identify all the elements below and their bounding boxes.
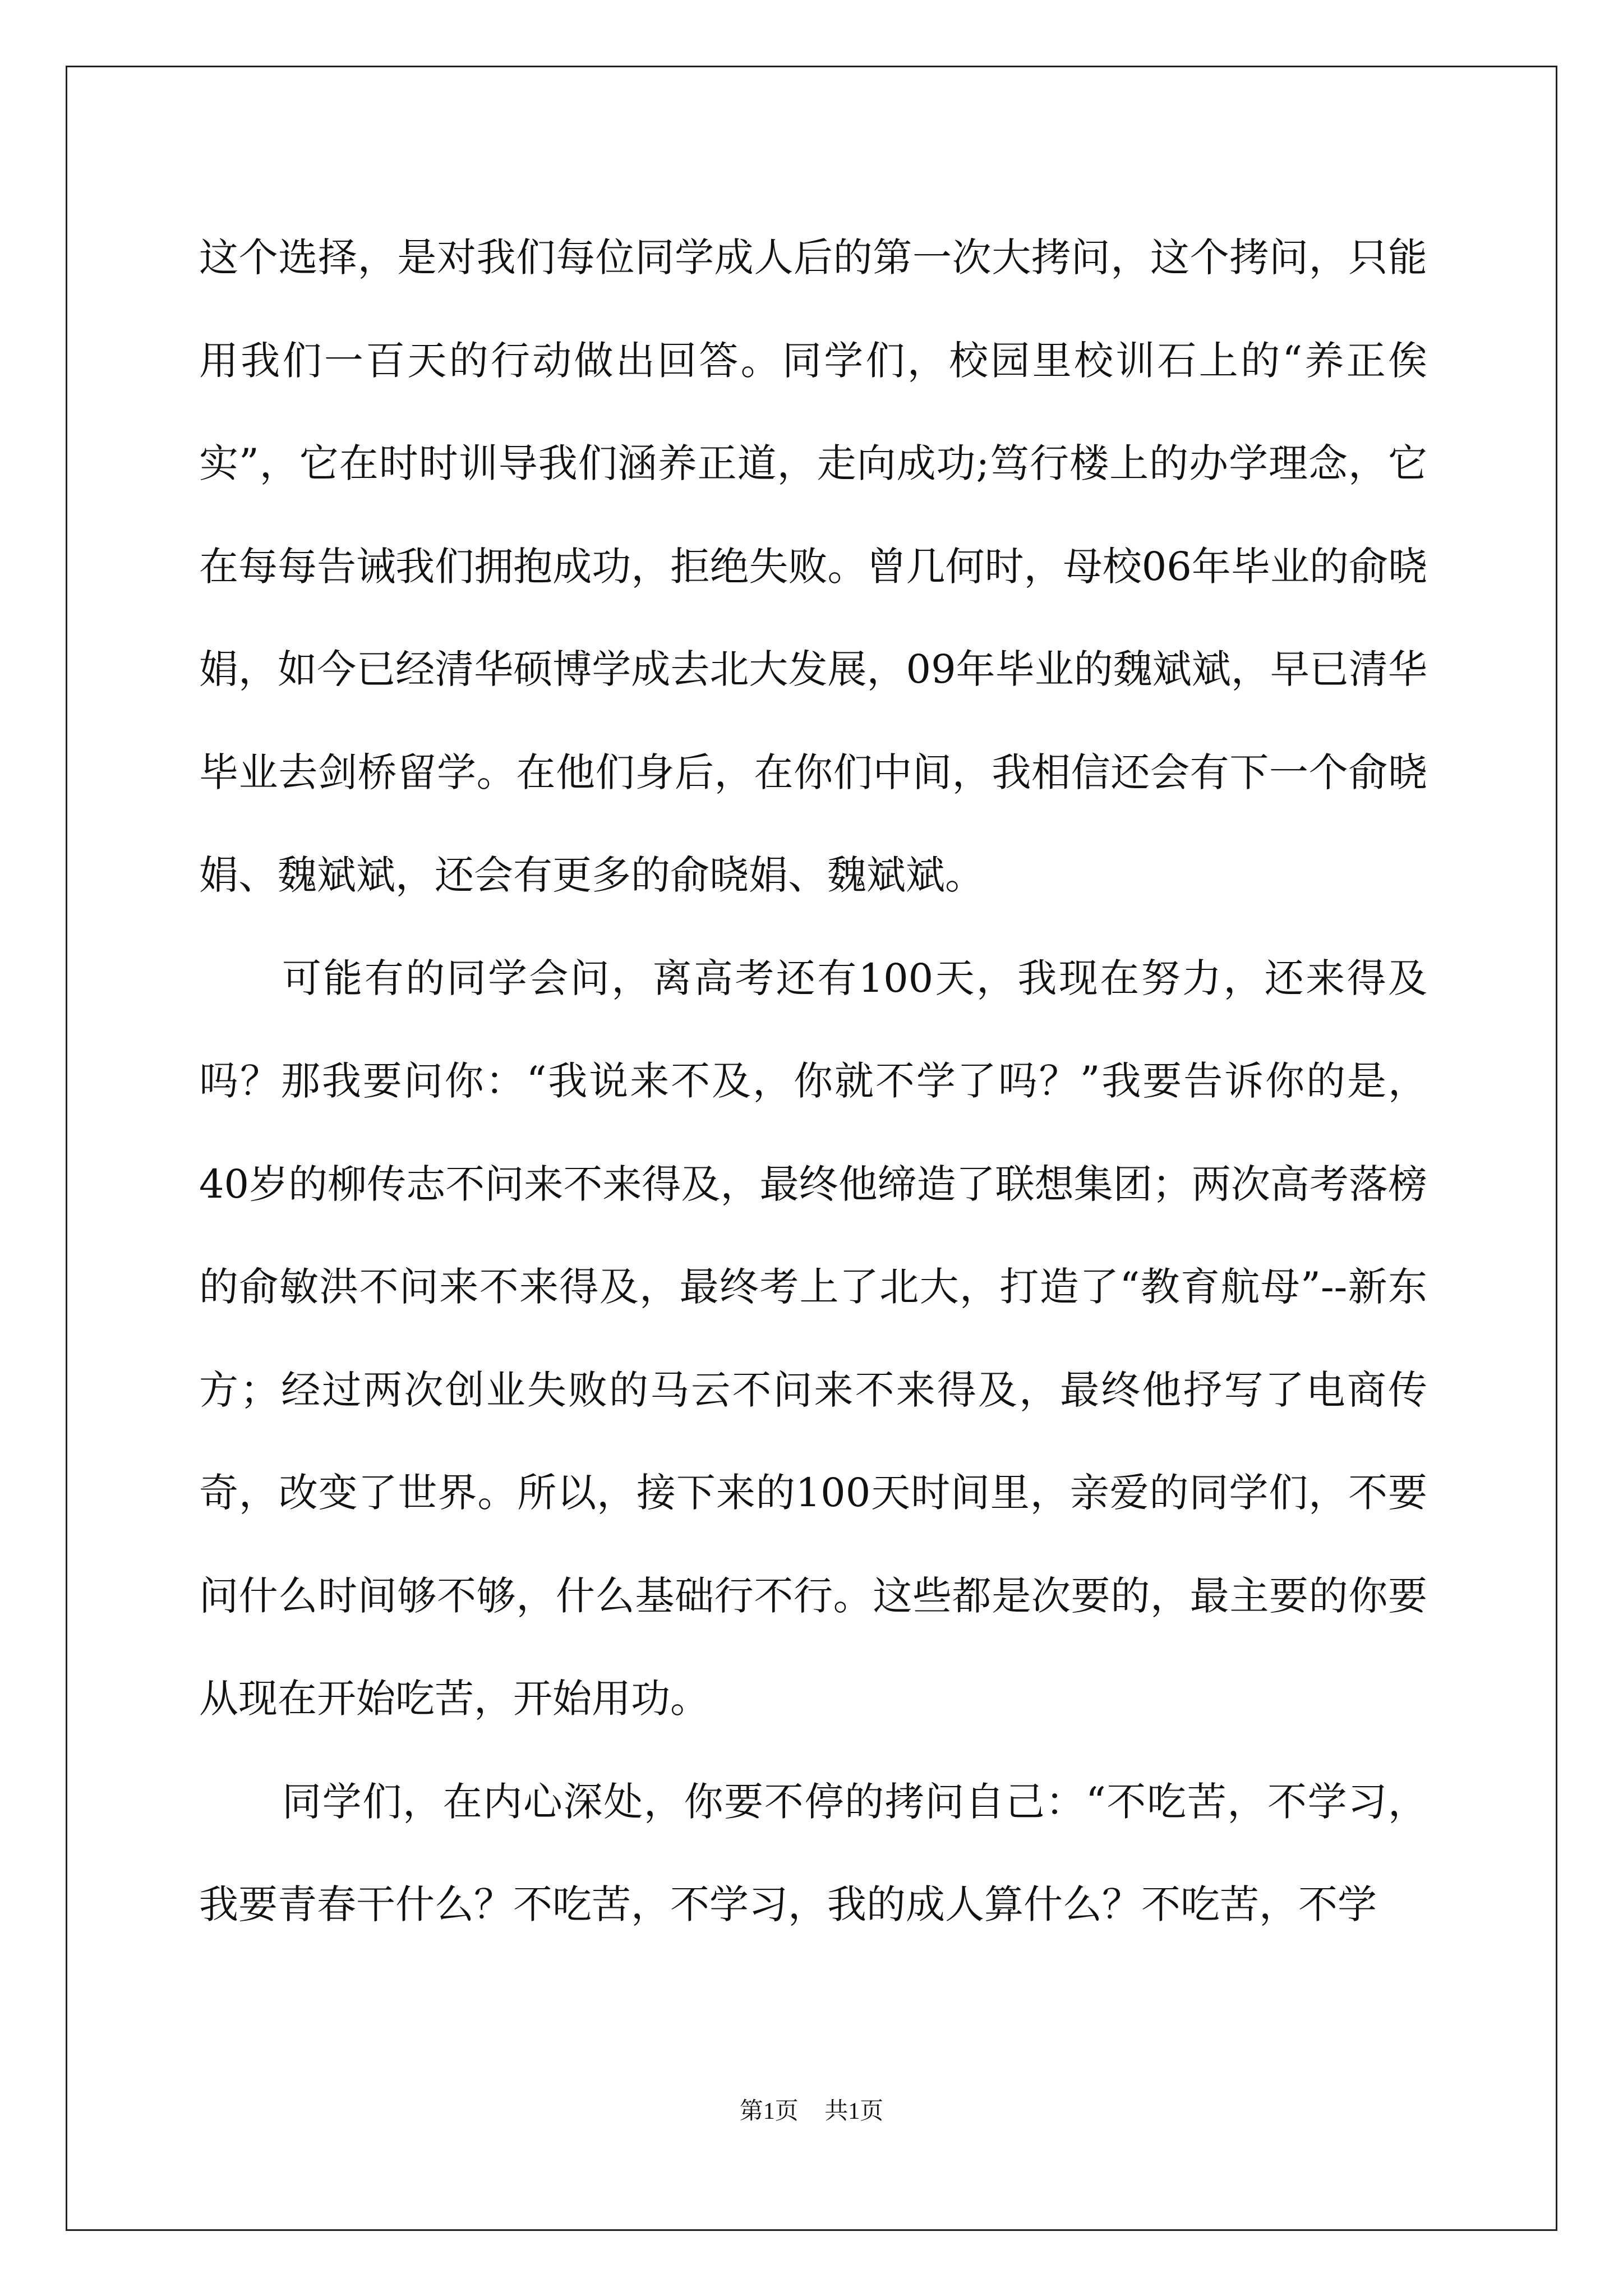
page-total: 共1页 <box>824 2099 884 2124</box>
paragraph: 可能有的同学会问，离高考还有100天，我现在努力，还来得及吗？那我要问你：“我说来不及，你就不学了吗？”我要告诉你的是，40岁的柳传志不问来不来得及，最终他缔造了联想集团；两次高考落榜的俞敏洪不问来不来得及，最终考上了北大，打造了“教育航母”--新东方；经过两次创业失败的马云不问来不来得及，最终他抒写了电商传奇，改变了世界。所以，接下来的100天时间里，亲爱的同学们，不要问什么时间够不够，什么基础行不行。这些都是次要的，最主要的你要从现在开始吃苦，开始用功。 <box>199 955 1428 1722</box>
page-number: 第1页 <box>739 2099 799 2124</box>
paragraph: 同学们，在内心深处，你要不停的拷问自己：“不吃苦，不学习，我要青春干什么？不吃苦，不学习，我的成人算什么？不吃苦，不学 <box>199 1778 1427 1927</box>
page-footer <box>0 2092 1623 2126</box>
paragraph: 这个选择，是对我们每位同学成人后的第一次大拷问，这个拷问，只能用我们一百天的行动做出回答。同学们，校园里校训石上的“养正俟实”，它在时时训导我们涵养正道，走向成功;笃行楼上的办学理念，它在每每告诫我们拥抱成功，拒绝失败。曾几何时，母校06年毕业的俞晓娟，如今已经清华硕博学成去北大发展，09年毕业的魏斌斌，早已清华毕业去剑桥留学。在他们身后，在你们中间，我相信还会有下一个俞晓娟、魏斌斌，还会有更多的俞晓娟、魏斌斌。 <box>199 234 1427 898</box>
document-body <box>199 206 1427 1957</box>
